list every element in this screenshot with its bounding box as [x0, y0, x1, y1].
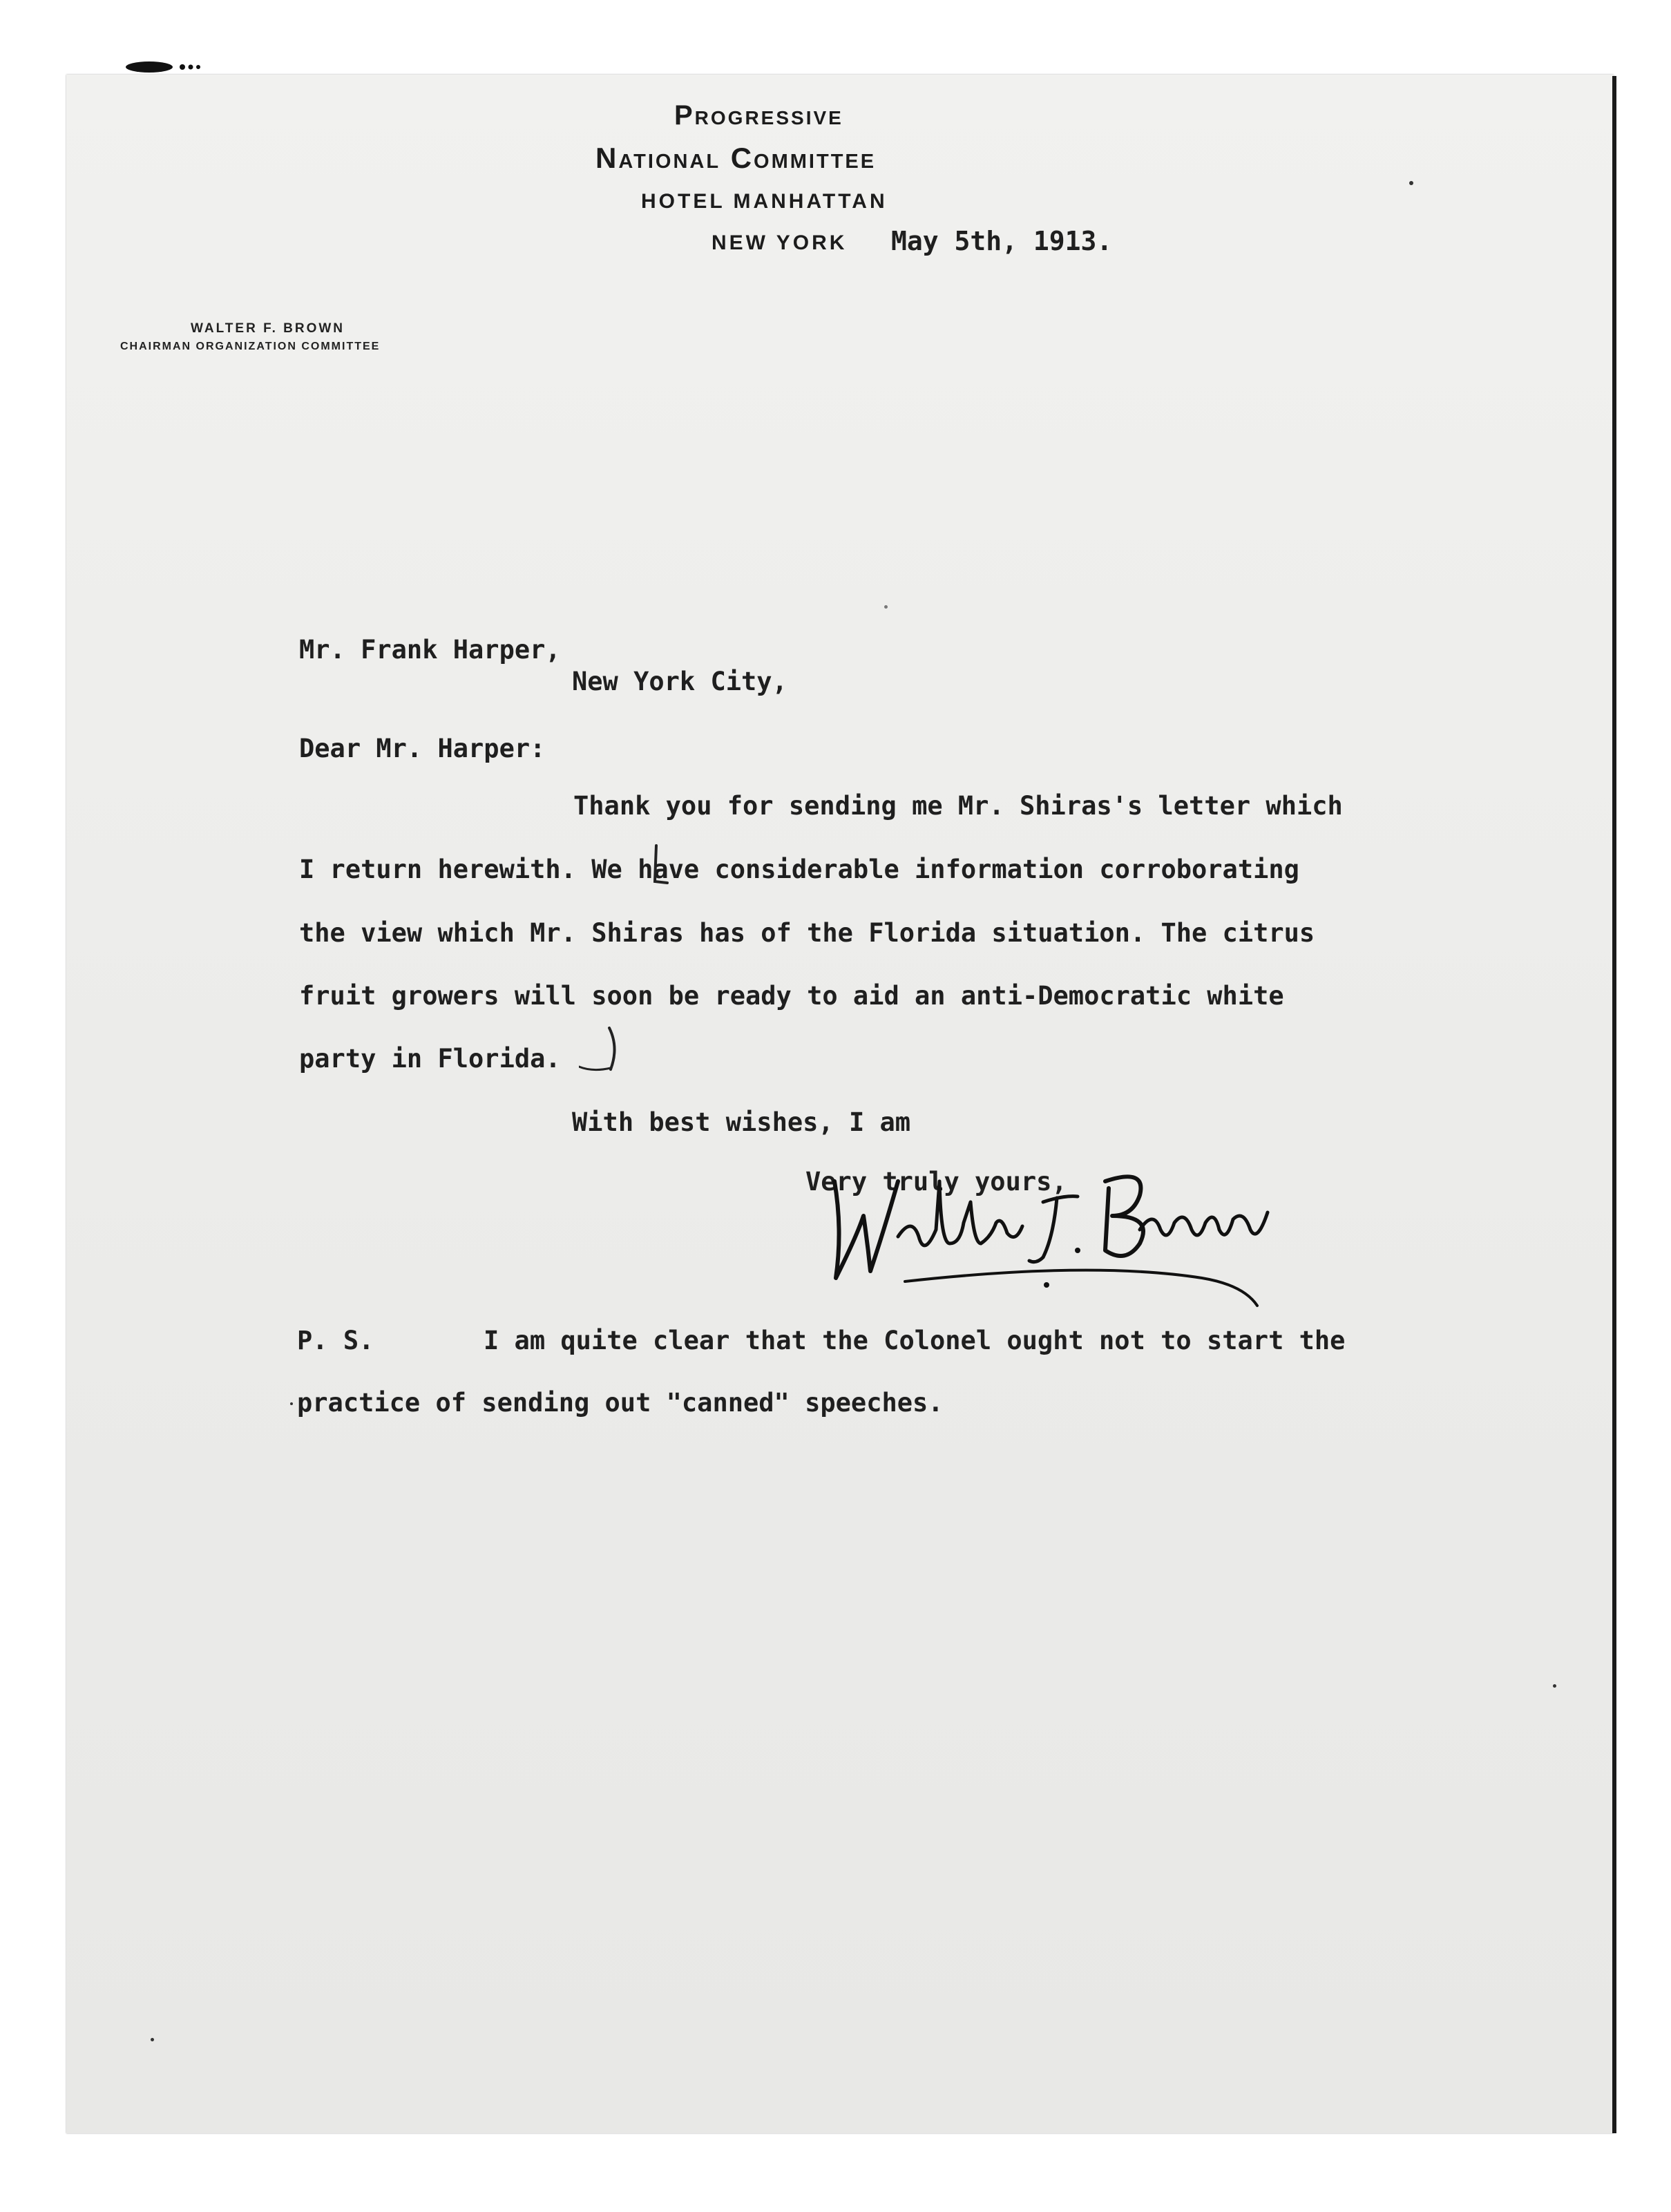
ps-line: practice of sending out "canned" speeches. [297, 1388, 944, 1418]
letterhead-city: NEW YORK [712, 231, 848, 254]
letterhead-sender-name: WALTER F. BROWN [191, 321, 345, 336]
recipient-name: Mr. Frank Harper, [299, 635, 561, 665]
body-line: fruit growers will soon be ready to aid an anti-Democratic white [299, 981, 1284, 1011]
body-line: the view which Mr. Shiras has of the Florida situation. The citrus [299, 918, 1315, 948]
recipient-city: New York City, [572, 667, 787, 696]
body-line: Thank you for sending me Mr. Shiras's letter which [573, 791, 1343, 821]
letterhead-sender-title: CHAIRMAN ORGANIZATION COMMITTEE [120, 341, 381, 352]
paper-speck [1409, 181, 1413, 185]
paper-speck [290, 1402, 293, 1405]
letter-date: May 5th, 1913. [891, 226, 1113, 256]
ps-line: I am quite clear that the Colonel ought not to start the [484, 1326, 1346, 1355]
paper-speck [151, 2038, 154, 2041]
letter-page [66, 75, 1614, 2133]
closing-line: With best wishes, I am [572, 1107, 911, 1137]
paper-speck [1553, 1684, 1556, 1688]
page-edge-shadow [1612, 76, 1616, 2133]
letterhead-hotel: HOTEL MANHATTAN [641, 190, 888, 213]
handwritten-bracket-close [579, 1027, 620, 1082]
handwritten-bracket-open [651, 843, 670, 887]
body-line: party in Florida. [299, 1044, 561, 1074]
letterhead-org-line2: National Committee [595, 142, 877, 174]
salutation: Dear Mr. Harper: [299, 734, 546, 763]
letterhead-org-line1: Progressive [674, 100, 843, 131]
ps-label: P. S. [297, 1326, 374, 1355]
valediction: Very truly yours, [805, 1167, 1067, 1196]
handwritten-signature [815, 1140, 1285, 1333]
letterhead-emblem-icon [122, 57, 204, 77]
body-line: I return herewith. We have considerable information corroborating [299, 855, 1299, 884]
paper-speck [884, 605, 888, 609]
